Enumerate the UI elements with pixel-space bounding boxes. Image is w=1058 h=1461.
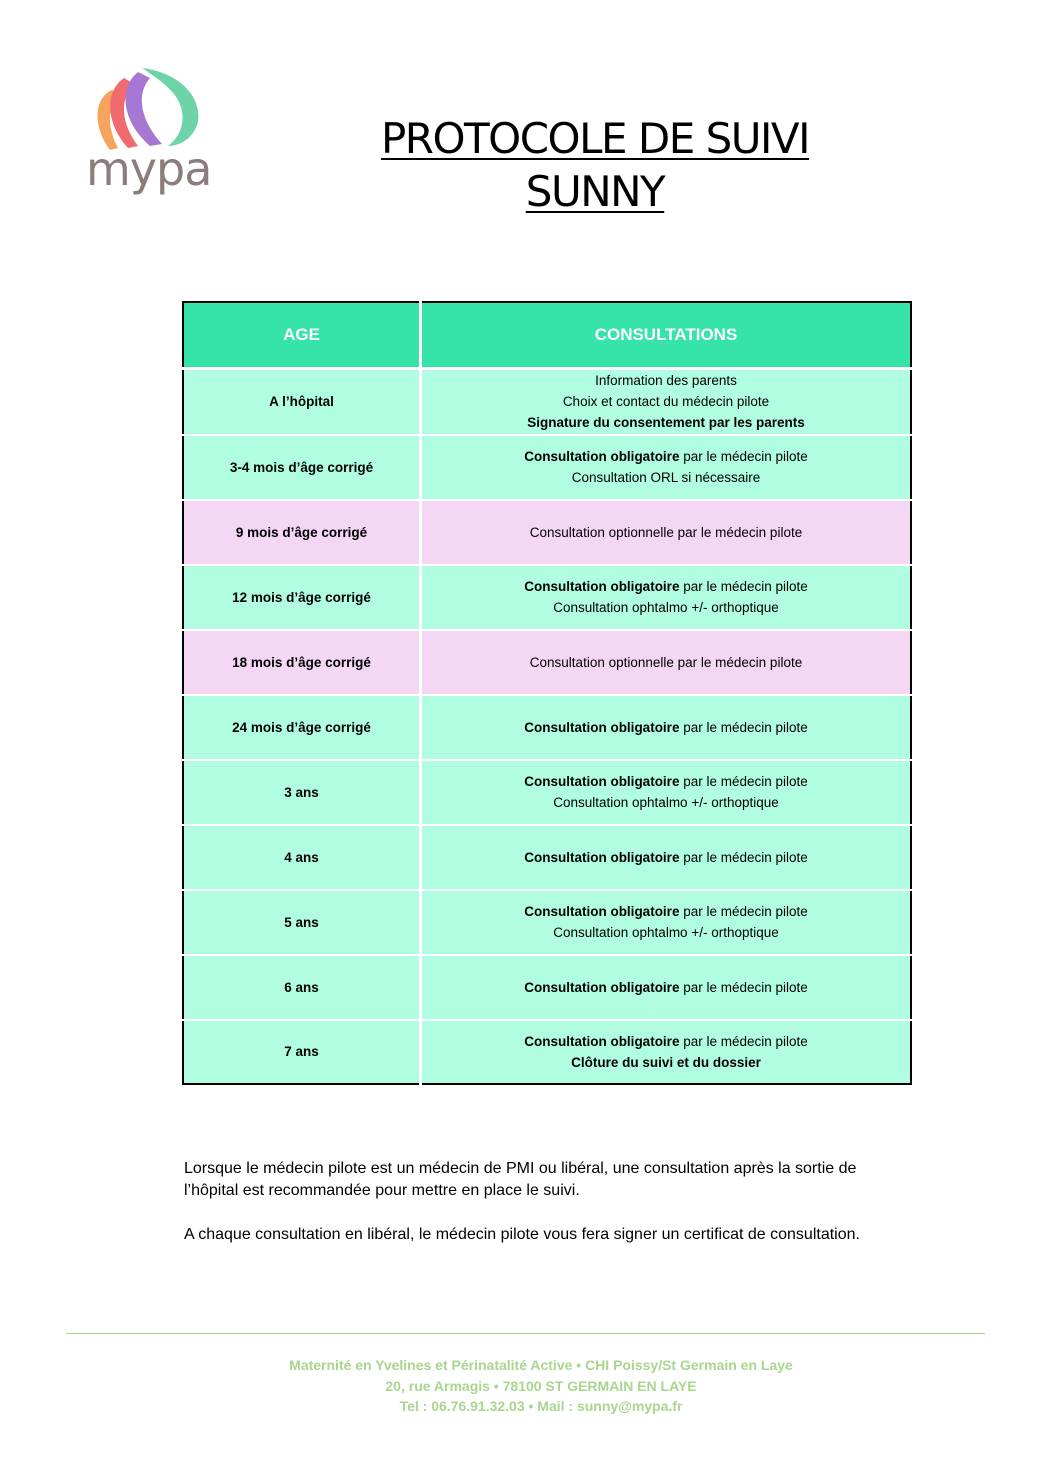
page-title [330,112,860,218]
protocol-table [182,301,912,1085]
note-paragraph-1: Lorsque le médecin pilote est un médecin de PMI ou libéral, une consultation après la sortie de l’hôpital est recommandée pour mettre en place le suivi. [184,1160,857,1199]
consultation-cell: Consultation obligatoire par le médecin pilote [421,695,912,760]
age-cell: 12 mois d’âge corrigé [183,565,421,630]
age-cell: 7 ans [183,1020,421,1084]
logo-wordmark: mypa [86,142,212,196]
consultation-cell: Consultation optionnelle par le médecin pilote [421,500,912,565]
table-row [183,500,911,565]
mypa-logo [84,64,216,214]
consultation-cell: Consultation obligatoire par le médecin pilote Consultation ophtalmo +/- orthoptique [421,565,912,630]
age-cell: 9 mois d’âge corrigé [183,500,421,565]
consultation-cell: Consultation obligatoire par le médecin pilote [421,825,912,890]
header-age: AGE [183,302,421,369]
notes-section [184,1158,904,1268]
age-cell: A l’hôpital [183,369,421,435]
age-cell: 5 ans [183,890,421,955]
footer-line-1: Maternité en Yvelines et Périnatalité Active • CHI Poissy/St Germain en Laye [289,1357,793,1373]
age-cell: 18 mois d’âge corrigé [183,630,421,695]
title-line-2: SUNNY [525,167,665,216]
consultation-cell: Consultation obligatoire par le médecin pilote Consultation ophtalmo +/- orthoptique [421,760,912,825]
table-row [183,695,911,760]
footer-line-2: 20, rue Armagis • 78100 ST GERMAIN EN LAYE [385,1377,697,1394]
age-cell: 4 ans [183,825,421,890]
note-paragraph-2: A chaque consultation en libéral, le médecin pilote vous fera signer un certificat de consultation. [184,1226,860,1243]
footer-line-3: Tel : 06.76.91.32.03 • Mail : sunny@mypa.fr [399,1398,683,1414]
table-row [183,890,911,955]
table-row [183,435,911,500]
table-header-row [183,302,911,369]
age-cell: 6 ans [183,955,421,1020]
table-row [183,369,911,435]
footer [66,1355,1016,1417]
consultation-cell: Information des parents Choix et contact du médecin pilote Signature du consentement par les parents [421,369,912,435]
footer-divider [66,1333,985,1334]
age-cell: 3 ans [183,760,421,825]
table-row [183,760,911,825]
table-row [183,1020,911,1084]
table-row [183,955,911,1020]
consultation-cell: Consultation obligatoire par le médecin pilote Consultation ORL si nécessaire [421,435,912,500]
table-row [183,630,911,695]
age-cell: 24 mois d’âge corrigé [183,695,421,760]
title-line-1: PROTOCOLE DE SUIVI [380,114,810,163]
logo-stripe-purple [126,72,163,146]
consultation-cell: Consultation obligatoire par le médecin pilote Clôture du suivi et du dossier [421,1020,912,1084]
header-consultations: CONSULTATIONS [421,302,912,369]
consultation-cell: Consultation optionnelle par le médecin pilote [421,630,912,695]
table-row [183,825,911,890]
table-row [183,565,911,630]
consultation-cell: Consultation obligatoire par le médecin pilote [421,955,912,1020]
consultation-cell: Consultation obligatoire par le médecin pilote Consultation ophtalmo +/- orthoptique [421,890,912,955]
age-cell: 3-4 mois d’âge corrigé [183,435,421,500]
